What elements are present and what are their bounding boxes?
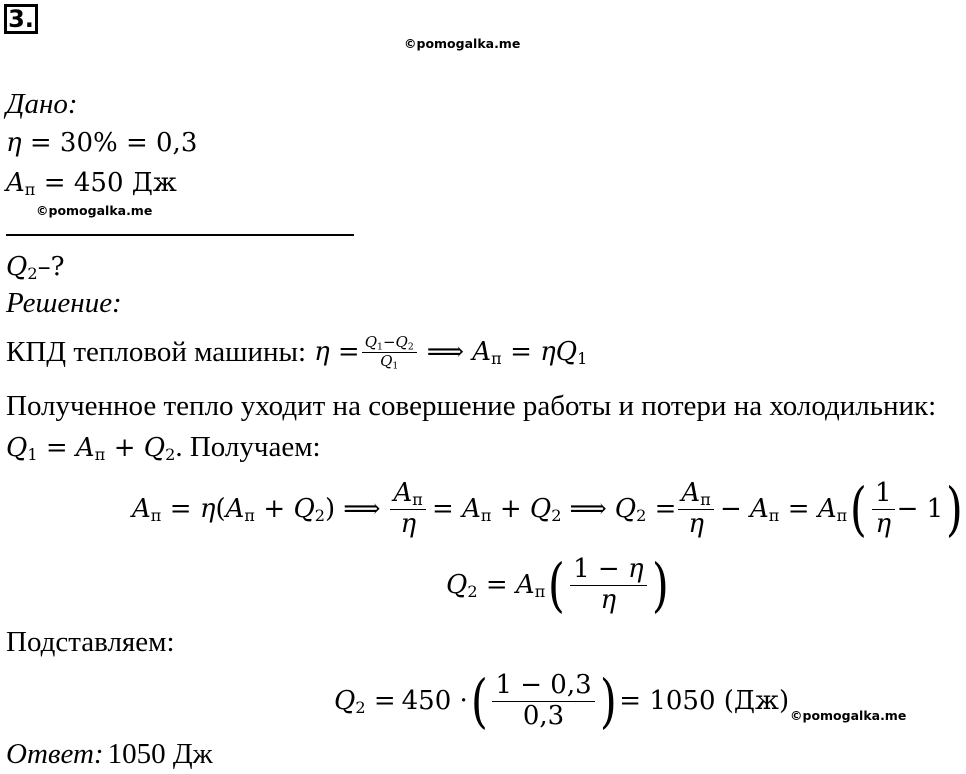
result-text: . Получаем: <box>175 431 321 463</box>
given-eta: η = 30% = 0,3 <box>6 128 198 158</box>
efficiency-fraction: $\frac{Q_1-Q_2}{Q_1}$ <box>362 335 417 370</box>
calculation-line: $Q_2$ = 450 · ( $\frac{1 - 0,3}{0,3}$ ) = 1050 (Дж) <box>334 667 790 735</box>
watermark: ©pomogalka.me <box>404 36 521 51</box>
calc-450: 450 · <box>401 686 468 716</box>
find-q2: $Q_2-$? <box>6 252 65 284</box>
watermark: ©pomogalka.me <box>790 708 907 723</box>
efficiency-text: КПД тепловой машины: <box>6 335 307 368</box>
given-label: Дано: <box>6 88 78 120</box>
given-eta-value: 30% = 0,3 <box>59 128 198 158</box>
solution-label: Решение: <box>6 287 122 319</box>
calc-result: = 1050 (Дж) <box>619 686 790 716</box>
given-work-value: 450 Дж <box>73 168 177 198</box>
calc-denominator: 0,3 <box>522 700 565 731</box>
explanation-text: Полученное тепло уходит на совершение работы и потери на холодильник: <box>6 390 937 422</box>
heat-balance-line: $Q_1 = A_п + Q_2$ . Получаем: <box>6 431 321 464</box>
efficiency-line: КПД тепловой машины: η = $\frac{Q_1-Q_2}{Q_1}$ ⟹ $A_п = \eta Q_1$ <box>6 332 588 371</box>
substitute-label: Подставляем: <box>6 626 175 658</box>
given-work: $A_п = 450$ Дж <box>6 168 177 200</box>
derivation-line: $A_п = \eta(A_п + Q_2)$ ⟹ $\frac{A_п}{\eta}$ = $A_п + Q_2$ ⟹ $Q_2$ = $\frac{A_п}{\eta}$ − $A_п = A_п$ ( $\frac{1}{\eta}$ − 1 ) <box>132 475 963 543</box>
task-number: 3. <box>4 4 38 34</box>
find-suffix: –? <box>37 252 65 282</box>
answer-label: Ответ: <box>6 738 104 770</box>
calc-numerator: 1 − 0,3 <box>492 672 594 701</box>
watermark: ©pomogalka.me <box>36 203 153 218</box>
given-divider <box>6 234 354 236</box>
answer-line <box>6 738 213 771</box>
q2-formula: $Q_2 = A_п$ ( $\frac{1 - \eta}{\eta}$ ) <box>446 551 669 619</box>
answer-value: 1050 Дж <box>107 738 213 770</box>
